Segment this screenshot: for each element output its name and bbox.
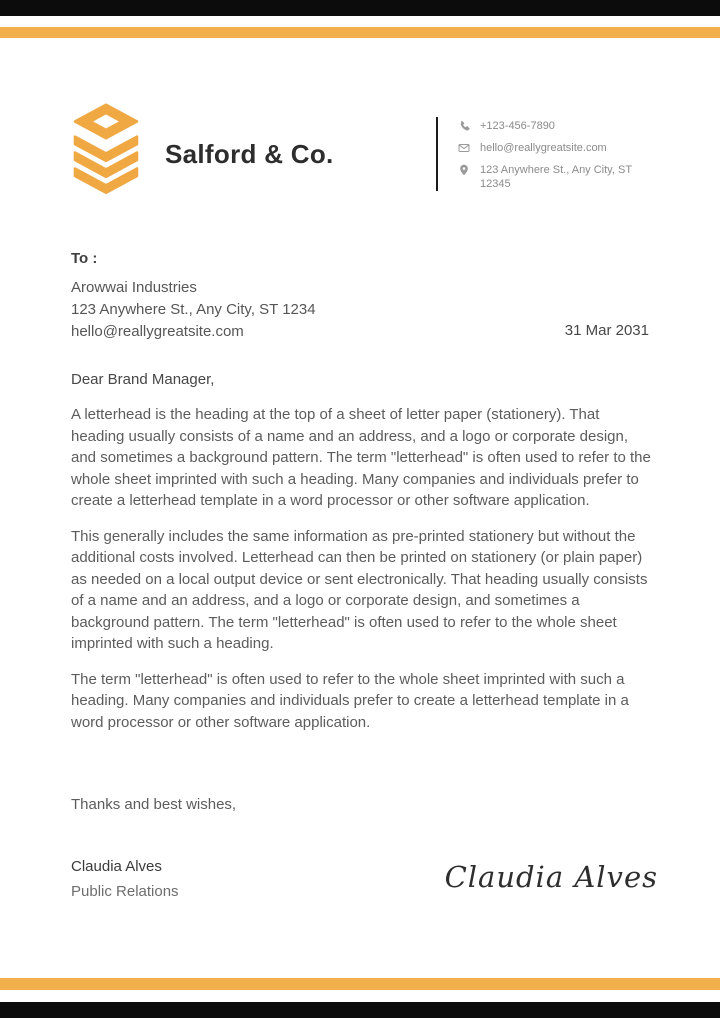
letter-date: 31 Mar 2031 [564, 322, 649, 339]
contact-email: hello@reallygreatsite.com [480, 142, 607, 154]
top-black-bar [0, 0, 720, 16]
contact-address-row [458, 163, 648, 191]
contact-phone-row [458, 119, 648, 133]
bottom-black-bar [0, 1002, 720, 1018]
contact-email-row [458, 141, 648, 155]
location-pin-icon [458, 164, 470, 176]
envelope-icon [458, 142, 470, 154]
paragraph-3: The term "letterhead" is often used to refer to the whole sheet imprinted with such a heading. Many companies and individuals prefer to create a letterhead template in a word processor or other software application. [71, 670, 629, 731]
contact-address-line2: 12345 [480, 178, 511, 190]
company-name: Salford & Co. [165, 139, 334, 169]
letter-body [71, 404, 651, 747]
handwritten-signature: Claudia Alves [444, 860, 658, 894]
recipient-block [71, 277, 316, 343]
paragraph-2: This generally includes the same information as pre-printed stationery but without the additional costs involved. Letterhead can then be printed on stationery (or plain paper) as needed on a local output device or sent electronically. That heading usually consists of a name and an address, and a logo or corporate design, and sometimes a background pattern. The term "letterhead" is often used to refer to the whole sheet imprinted with such a heading. [71, 527, 648, 652]
contact-address [480, 163, 632, 191]
contact-phone: +123-456-7890 [480, 120, 555, 132]
header-divider [436, 117, 438, 191]
phone-icon [458, 120, 470, 132]
layers-stack-logo-icon [64, 103, 148, 197]
to-label: To : [71, 250, 98, 267]
sender-title: Public Relations [71, 883, 179, 900]
recipient-name: Arowwai Industries [71, 279, 197, 296]
paragraph-1: A letterhead is the heading at the top of a sheet of letter paper (stationery). That heading usually consists of a name and an address, and a logo or corporate design, and sometimes a background pattern. The term "letterhead" is often used to refer to the whole sheet imprinted with such a heading. Many companies and individuals prefer to create a letterhead template in a word processor or other software application. [71, 406, 651, 509]
contact-address-line1: 123 Anywhere St., Any City, ST [480, 164, 633, 176]
bottom-orange-stripe [0, 978, 720, 990]
greeting: Dear Brand Manager, [71, 371, 215, 388]
header-contact-block [458, 119, 648, 199]
recipient-email: hello@reallygreatsite.com [71, 323, 244, 340]
sender-name: Claudia Alves [71, 858, 162, 875]
top-orange-stripe [0, 27, 720, 38]
recipient-address: 123 Anywhere St., Any City, ST 1234 [71, 301, 316, 318]
closing-line: Thanks and best wishes, [71, 796, 237, 813]
